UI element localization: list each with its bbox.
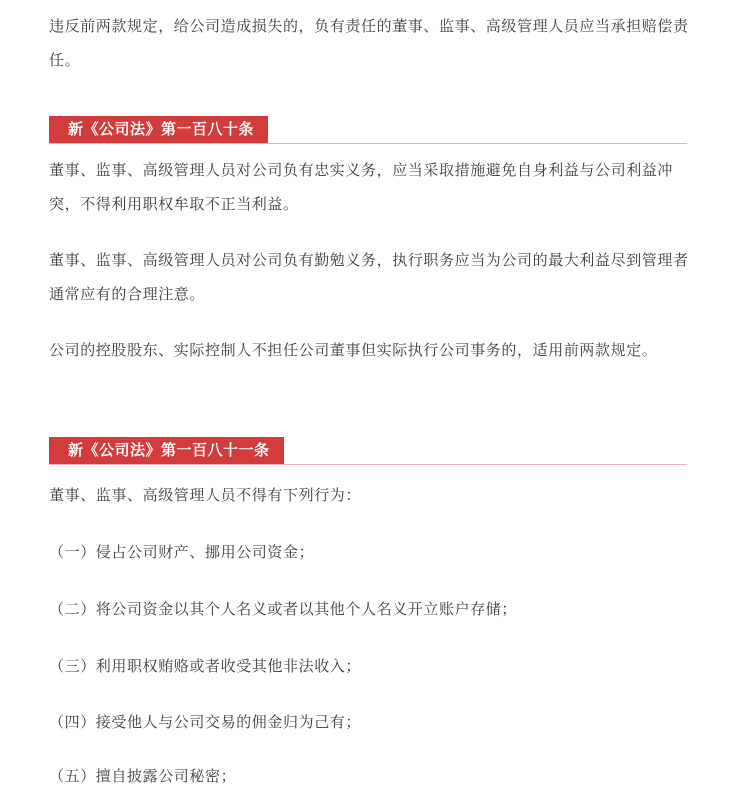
article-181-heading: 新《公司法》第一百八十一条	[49, 437, 284, 464]
article-181-item-4: （四）接受他人与公司交易的佣金归为己有；	[49, 713, 362, 731]
article-181-lead: 董事、监事、高级管理人员不得有下列行为：	[49, 486, 362, 504]
article-181-item-5: （五）擅自披露公司秘密；	[49, 767, 237, 785]
article-181-item-2: （二）将公司资金以其个人名义或者以其他个人名义开立账户存储；	[49, 600, 518, 618]
article-180-paragraph-3: 公司的控股股东、实际控制人不担任公司董事但实际执行公司事务的，适用前两款规定。	[49, 341, 658, 359]
article-180-paragraph-1: 董事、监事、高级管理人员对公司负有忠实义务，应当采取措施避免自身利益与公司利益冲突，不得利用职权牟取不正当利益。	[49, 161, 674, 213]
article-180-heading-divider	[49, 143, 687, 144]
article-181-heading-divider	[49, 464, 687, 465]
article-181-item-3: （三）利用职权贿赂或者收受其他非法收入；	[49, 657, 362, 675]
article-180-heading: 新《公司法》第一百八十条	[49, 116, 268, 143]
article-180-paragraph-2: 董事、监事、高级管理人员对公司负有勤勉义务，执行职务应当为公司的最大利益尽到管理者通常应有的合理注意。	[49, 251, 689, 303]
article-181-item-1: （一）侵占公司财产、挪用公司资金；	[49, 543, 315, 561]
intro-paragraph: 违反前两款规定，给公司造成损失的，负有责任的董事、监事、高级管理人员应当承担赔偿责任。	[49, 17, 689, 69]
